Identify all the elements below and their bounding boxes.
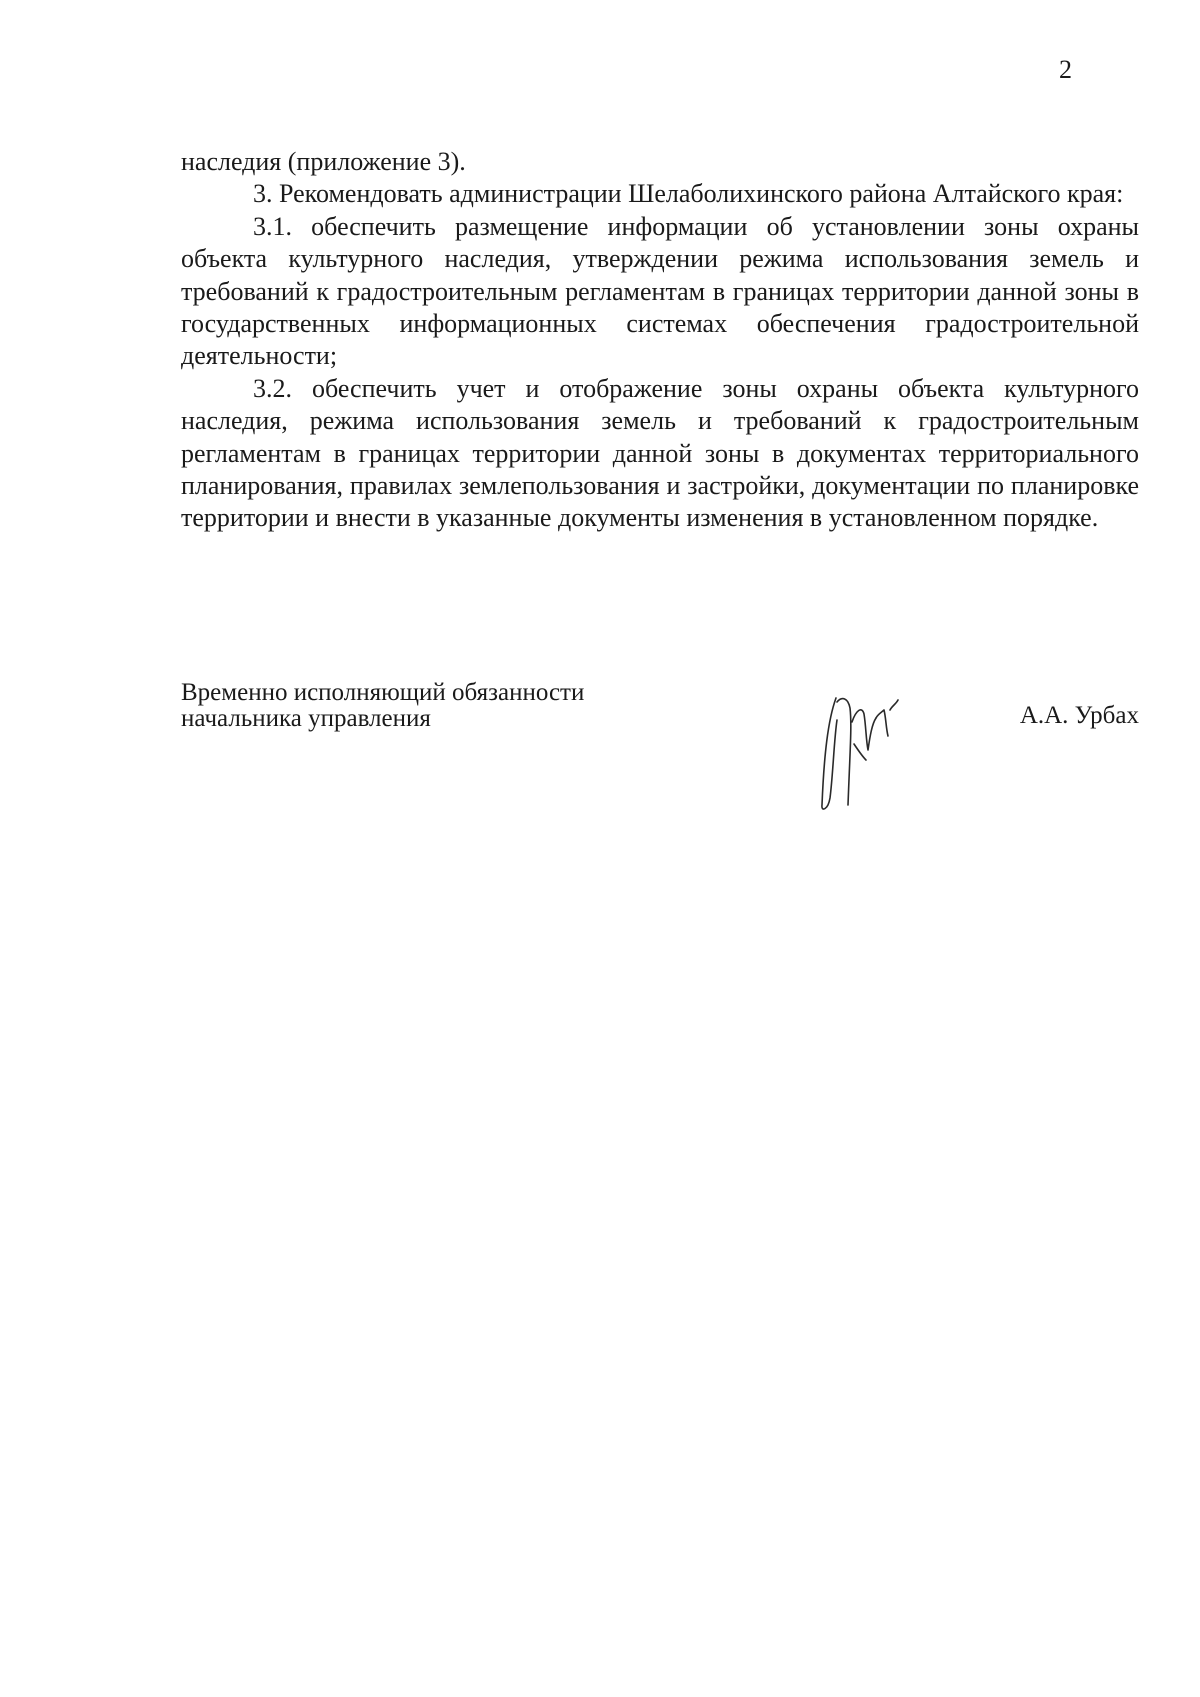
paragraph-item-3-2: 3.2. обеспечить учет и отображение зоны охраны объекта культурного наследия, режима использования земель и требований к градостроительным регламентам в границах территории данной зоны в документах территориального планирования, правилах землепользования и застройки, документации по планировке территории и внести в указанные документы изменения в установленном порядке. xyxy=(181,373,1139,533)
page-number: 2 xyxy=(1059,55,1072,84)
document-body xyxy=(181,146,1139,535)
paragraph-item-3: 3. Рекомендовать администрации Шелаболихинского района Алтайского края: xyxy=(253,179,1124,209)
signature-block xyxy=(181,680,1139,820)
signer-position xyxy=(181,680,584,732)
handwritten-signature xyxy=(806,680,916,815)
paragraph-item-3-1: 3.1. обеспечить размещение информации об установлении зоны охраны объекта культурного наследия, утверждении режима использования земель и требований к градостроительным регламентам в границах территории данной зоны в государственных информационных системах обеспечения градостроительной деятельности; xyxy=(181,211,1139,371)
signer-position-line-1: Временно исполняющий обязанности xyxy=(181,679,585,706)
signer-name: А.А. Урбах xyxy=(1019,702,1139,729)
signer-position-line-2: начальника управления xyxy=(181,705,431,732)
paragraph-continuation: наследия (приложение 3). xyxy=(181,147,466,176)
